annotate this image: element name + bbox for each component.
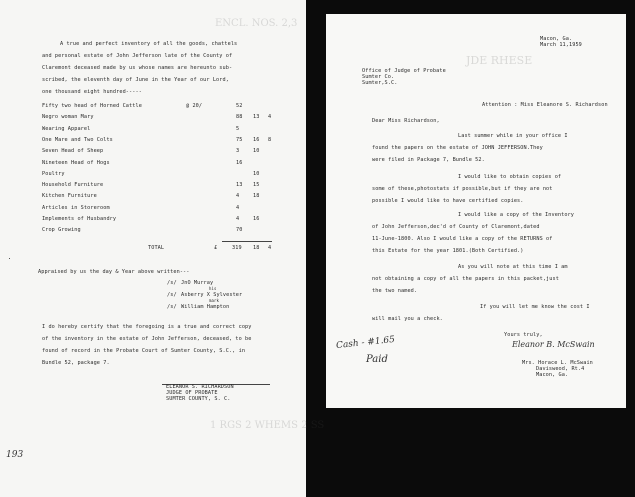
inventory-shillings: 16: [253, 136, 260, 143]
payment-status: Paid: [366, 354, 388, 365]
certify-line: Bundle 52, package 7.: [42, 360, 110, 366]
closing: Yours truly,: [504, 332, 543, 338]
inventory-pence: 8: [268, 136, 272, 143]
inventory-item: Nineteen Head of Hogs: [42, 159, 110, 166]
handwritten-signature: Eleanor B. McSwain: [512, 340, 595, 349]
inventory-pounds: 13: [236, 182, 243, 189]
body-line: found the papers on the estate of JOHN JEFFERSON.They: [372, 145, 543, 151]
intro-line: one thousand eight hundred-----: [42, 89, 142, 95]
inventory-pounds: 5: [236, 125, 240, 132]
inventory-pounds: 52: [236, 103, 243, 109]
appraiser-name: JnO Murray: [181, 280, 214, 286]
inventory-rate: @ 20/: [186, 103, 203, 109]
total-pounds: 319: [232, 245, 242, 251]
total-rule: [222, 241, 272, 242]
body-line: this Estate for the year 1801.(Both Certified.): [372, 248, 524, 254]
inventory-item: Articles in Storeroom: [42, 204, 110, 211]
inventory-item: Negro woman Mary: [42, 114, 94, 121]
body-line: Last summer while in your office I: [458, 133, 568, 139]
margin-mark: [9, 258, 10, 259]
total-shillings: 18: [253, 245, 260, 251]
inventory-item: Poultry: [42, 170, 65, 177]
appraised-line: Appraised by us the day & Year above written---: [38, 269, 190, 275]
inventory-pounds: 4: [236, 216, 240, 222]
body-line: not obtaining a copy of all the papers in this packet,just: [372, 276, 559, 282]
body-line: If you will let me know the cost I: [480, 304, 590, 310]
inventory-shillings: 10: [253, 148, 260, 155]
letter-date: March 11,1959: [540, 42, 582, 48]
sender-line: Macon, Ga.: [536, 372, 569, 378]
inventory-shillings: 15: [253, 182, 260, 189]
attention-line: Attention : Miss Eleanore S. Richardson: [482, 102, 608, 108]
signature-line: JUDGE OF PROBATE: [166, 390, 218, 396]
sender-line: Davisweod, Rt.4: [536, 366, 585, 372]
bleed-through-text: JDE RHESE: [466, 54, 533, 67]
inventory-shillings: 13: [253, 114, 260, 121]
body-line: will mail you a check.: [372, 316, 443, 322]
address-line: Office of Judge of Probate: [362, 68, 446, 74]
inventory-shillings: 16: [253, 216, 260, 222]
intro-line: Claremont deceased made by us whose names are hereunto sub-: [42, 65, 233, 71]
inventory-shillings: 18: [253, 193, 260, 200]
payment-amount: Cash - #1.65: [335, 334, 396, 352]
body-line: I would like a copy of the Inventory: [458, 212, 575, 218]
body-line: some of these,photostats if possible,but if they are not: [372, 186, 553, 192]
sender-line: Mrs. Horace L. McSwain: [522, 360, 593, 366]
total-label: TOTAL: [148, 245, 165, 251]
total-pence: 4: [268, 245, 272, 251]
inventory-shillings: 10: [253, 170, 260, 177]
salutation: Dear Miss Richardson,: [372, 118, 440, 124]
inventory-pounds: 75: [236, 136, 243, 143]
inventory-item: Crop Growing: [42, 227, 81, 234]
inventory-pounds: 4: [236, 204, 240, 211]
inventory-item: Fifty two head of Horned Cattle: [42, 103, 142, 109]
appraiser-note: his: [209, 286, 217, 291]
intro-line: A true and perfect inventory of all the goods, chattels: [60, 41, 238, 47]
body-line: were filed in Package 7, Bundle 52.: [372, 157, 485, 163]
inventory-item: Seven Head of Sheep: [42, 148, 104, 155]
bleed-through-text: 1 RGS 2 WHEMS 2 SS: [210, 420, 325, 431]
body-line: the two named.: [372, 288, 418, 294]
appraiser-note: mark: [209, 298, 220, 303]
intro-line: and personal estate of John Jefferson late of the County of: [42, 53, 233, 59]
inventory-pence: 4: [268, 114, 272, 121]
address-line: Sumter,S.C.: [362, 80, 398, 86]
inventory-item: Kitchen Furniture: [42, 193, 97, 200]
total-symbol: £: [214, 245, 218, 251]
certify-line: found of record in the Probate Court of Sumter County, S.C., in: [42, 348, 246, 354]
body-line: As you will note at this time I am: [458, 264, 568, 270]
inventory-pounds: 4: [236, 193, 240, 200]
inventory-item: One Mare and Two Colts: [42, 136, 113, 143]
body-line: possible I would like to have certified copies.: [372, 198, 524, 204]
appraiser-name: William Hampton: [181, 304, 230, 310]
body-line: 11-June-1800. Also I would like a copy of the RETURNS of: [372, 236, 553, 242]
inventory-item: Wearing Apparel: [42, 125, 91, 132]
certify-line: I do hereby certify that the foregoing is a true and correct copy: [42, 324, 252, 330]
appraiser-prefix: /s/: [167, 280, 177, 286]
inventory-pounds: 3: [236, 148, 240, 155]
address-line: Sumter Co.: [362, 74, 395, 80]
certify-line: of the inventory in the estate of John Jefferson, deceased, to be: [42, 336, 252, 342]
inventory-pounds: 70: [236, 227, 243, 234]
margin-note: 193: [6, 450, 24, 460]
signature-line: ELEANOR S. RICHARDSON: [166, 384, 234, 390]
body-line: of John Jefferson,dec'd of County of Claremont,dated: [372, 224, 540, 230]
inventory-pounds: 88: [236, 114, 243, 121]
appraiser-prefix: /s/: [167, 304, 177, 310]
letter-page: [326, 14, 626, 408]
signature-line: SUMTER COUNTY, S. C.: [166, 396, 231, 402]
inventory-item: Implements of Husbandry: [42, 216, 117, 222]
letter-place: Macon, Ga.: [540, 36, 573, 42]
inventory-pounds: 16: [236, 159, 243, 166]
appraiser-prefix: /s/: [167, 292, 177, 298]
bleed-through-text: ENCL. NOS. 2,3: [215, 18, 298, 29]
appraiser-name: Asberry X Sylvester: [181, 292, 243, 298]
intro-line: scribed, the eleventh day of June in the Year of our Lord,: [42, 77, 229, 83]
body-line: I would like to obtain copies of: [458, 174, 562, 180]
inventory-item: Household Furniture: [42, 182, 104, 189]
